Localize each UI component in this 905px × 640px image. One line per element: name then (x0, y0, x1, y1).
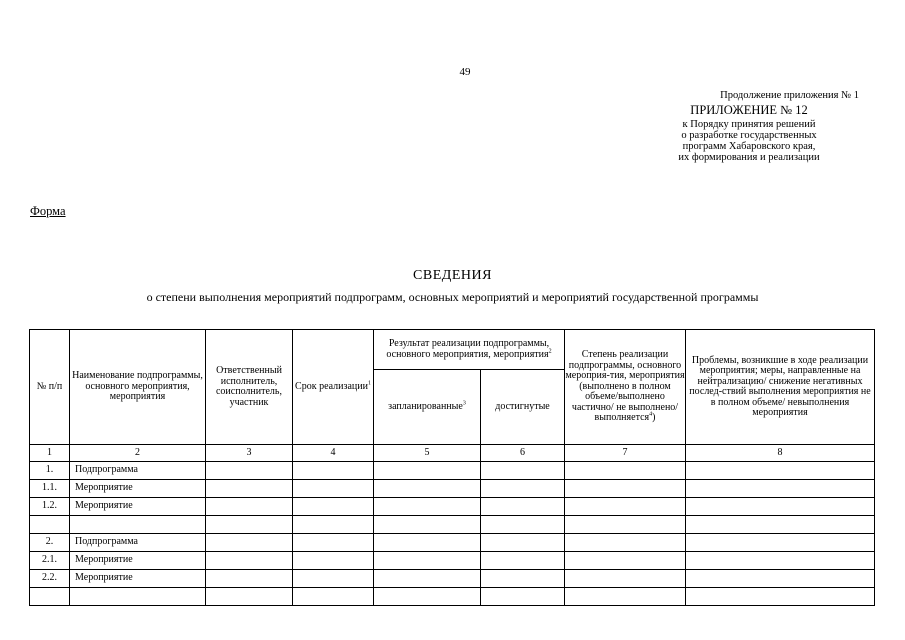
empty-cell (206, 462, 293, 480)
column-number: 7 (565, 445, 686, 462)
table-row (30, 570, 875, 588)
header-planned (374, 370, 481, 445)
empty-cell (686, 462, 875, 480)
row-name: Подпрограмма (70, 462, 206, 480)
empty-cell (686, 516, 875, 534)
form-label: Форма (30, 204, 66, 218)
footnote-mark: 2 (548, 348, 552, 355)
row-name (70, 516, 206, 534)
header-degree (565, 330, 686, 445)
appendix-line: программ Хабаровского края, (682, 141, 816, 152)
empty-cell (481, 498, 565, 516)
page-number: 49 (459, 66, 471, 78)
row-number: 1. (30, 462, 70, 480)
empty-cell (481, 516, 565, 534)
row-number: 1.1. (30, 480, 70, 498)
table-row (30, 534, 875, 552)
row-name: Подпрограмма (70, 534, 206, 552)
empty-cell (481, 588, 565, 606)
table-row (30, 516, 875, 534)
header-achieved: достигнутые (481, 370, 565, 445)
header-result (374, 330, 565, 370)
row-number (30, 588, 70, 606)
empty-cell (686, 534, 875, 552)
empty-cell (293, 552, 374, 570)
empty-cell (293, 516, 374, 534)
appendix-header (639, 90, 859, 163)
empty-cell (481, 552, 565, 570)
table-row (30, 552, 875, 570)
header-result-text: Результат реализации подпрограммы, основного мероприятия, мероприятия (386, 338, 550, 360)
empty-cell (374, 552, 481, 570)
header-name: Наименование подпрограммы, основного мероприятия, мероприятия (70, 330, 206, 445)
empty-cell (565, 570, 686, 588)
row-number: 2.1. (30, 552, 70, 570)
empty-cell (374, 498, 481, 516)
empty-cell (686, 552, 875, 570)
row-name: Мероприятие (70, 498, 206, 516)
header-problems: Проблемы, возникшие в ходе реализации мероприятия; меры, направленные на нейтрализацию/ снижение негативных послед-ствий выполнения мероприятия не в полном объеме/ невыполнения мероприятия (686, 330, 875, 445)
empty-cell (481, 480, 565, 498)
empty-cell (206, 480, 293, 498)
header-responsible: Ответственный исполнитель, соисполнитель, участник (206, 330, 293, 445)
empty-cell (374, 462, 481, 480)
header-number: № п/п (30, 330, 70, 445)
document-subtitle: о степени выполнения мероприятий подпрограмм, основных мероприятий и мероприятий государственной программы (146, 290, 759, 304)
empty-cell (481, 462, 565, 480)
empty-cell (374, 570, 481, 588)
table-row (30, 588, 875, 606)
empty-cell (565, 534, 686, 552)
row-name: Мероприятие (70, 480, 206, 498)
empty-cell (293, 534, 374, 552)
column-number: 3 (206, 445, 293, 462)
empty-cell (481, 534, 565, 552)
empty-cell (686, 570, 875, 588)
row-number: 1.2. (30, 498, 70, 516)
table-row (30, 462, 875, 480)
column-number: 6 (481, 445, 565, 462)
empty-cell (565, 588, 686, 606)
row-name: Мероприятие (70, 570, 206, 588)
appendix-line: о разработке государственных (681, 130, 817, 141)
row-number: 2. (30, 534, 70, 552)
footnote-mark: 3 (462, 400, 466, 407)
empty-cell (686, 498, 875, 516)
empty-cell (374, 516, 481, 534)
continuation-note: Продолжение приложения № 1 (720, 90, 859, 101)
column-number-row (30, 445, 875, 462)
header-degree-close: ) (652, 412, 656, 424)
empty-cell (206, 516, 293, 534)
empty-cell (206, 570, 293, 588)
empty-cell (206, 498, 293, 516)
header-degree-text: Степень реализации подпрограммы, основного мероприя-тия, мероприятия (выполнено в полном объеме/выполнено частично/ не выполнено/ выполняется (565, 349, 685, 424)
appendix-title: ПРИЛОЖЕНИЕ № 12 (690, 103, 808, 117)
document-title: СВЕДЕНИЯ (413, 268, 492, 283)
column-number: 1 (30, 445, 70, 462)
empty-cell (374, 588, 481, 606)
table-row (30, 480, 875, 498)
row-number: 2.2. (30, 570, 70, 588)
empty-cell (565, 552, 686, 570)
column-number: 5 (374, 445, 481, 462)
empty-cell (293, 570, 374, 588)
report-table (29, 329, 875, 606)
empty-cell (206, 534, 293, 552)
column-number: 8 (686, 445, 875, 462)
header-term-text: Срок реализации (295, 380, 368, 392)
empty-cell (206, 552, 293, 570)
empty-cell (686, 480, 875, 498)
empty-cell (206, 588, 293, 606)
row-name: Мероприятие (70, 552, 206, 570)
empty-cell (481, 570, 565, 588)
empty-cell (565, 462, 686, 480)
empty-cell (565, 516, 686, 534)
row-name (70, 588, 206, 606)
empty-cell (293, 588, 374, 606)
row-number (30, 516, 70, 534)
empty-cell (293, 498, 374, 516)
table-row (30, 498, 875, 516)
header-planned-text: запланированные (388, 400, 463, 412)
empty-cell (686, 588, 875, 606)
column-number: 4 (293, 445, 374, 462)
header-term (293, 330, 374, 445)
appendix-line: к Порядку принятия решений (682, 119, 816, 130)
empty-cell (293, 480, 374, 498)
footnote-mark: 4 (649, 411, 653, 418)
column-number: 2 (70, 445, 206, 462)
empty-cell (565, 480, 686, 498)
footnote-mark: 1 (367, 380, 371, 387)
appendix-line: их формирования и реализации (678, 152, 820, 163)
empty-cell (293, 462, 374, 480)
empty-cell (374, 480, 481, 498)
empty-cell (374, 534, 481, 552)
empty-cell (565, 498, 686, 516)
